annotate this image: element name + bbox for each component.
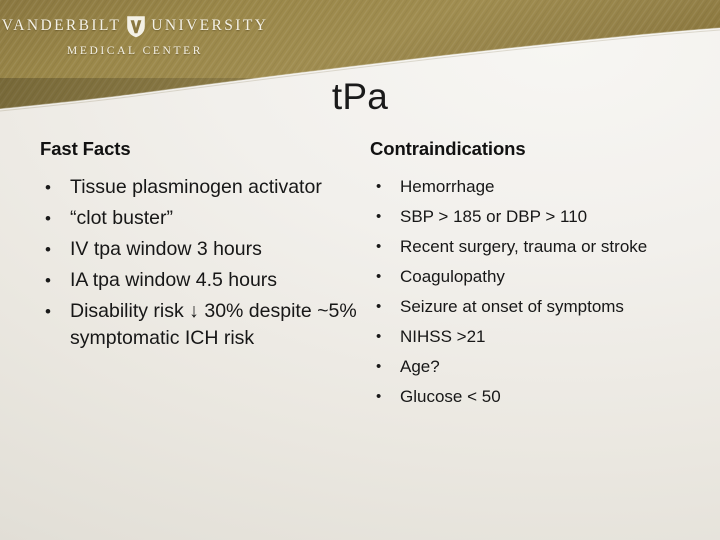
- bullet-icon: •: [376, 298, 382, 316]
- bullet-icon: •: [45, 178, 51, 198]
- list-item-text: Glucose < 50: [400, 387, 501, 407]
- list-item-text: Hemorrhage: [400, 177, 495, 197]
- list-item: [40, 174, 360, 201]
- bullet-icon: •: [376, 268, 382, 286]
- logo-word-university: UNIVERSITY: [151, 16, 269, 34]
- bullet-icon: •: [376, 328, 382, 346]
- list-item: [370, 384, 700, 409]
- list-item: [370, 204, 700, 229]
- column-fast-facts: [40, 138, 360, 356]
- list-item: [370, 294, 700, 319]
- bullet-icon: •: [45, 209, 51, 229]
- bullet-icon: •: [376, 238, 382, 256]
- list-item-text: Recent surgery, trauma or stroke: [400, 237, 648, 257]
- list-item-text: Tissue plasminogen activator: [70, 176, 322, 199]
- bullet-icon: •: [376, 388, 382, 406]
- bullet-icon: •: [376, 358, 382, 376]
- list-item-text: Coagulopathy: [400, 267, 505, 287]
- list-item-text: IV tpa window 3 hours: [70, 238, 262, 261]
- list-item: [370, 234, 700, 259]
- content-columns: [0, 138, 720, 538]
- list-item-text: “clot buster”: [70, 207, 173, 230]
- bullet-icon: •: [376, 178, 382, 196]
- bullet-icon: •: [45, 271, 51, 291]
- list-item-text: SBP > 185 or DBP > 110: [400, 207, 588, 227]
- column-heading-fast-facts: Fast Facts: [40, 138, 131, 159]
- list-item-text: Disability risk ↓ 30% despite ~5% symptomatic ICH risk: [70, 300, 357, 350]
- list-item: [40, 236, 360, 263]
- list-item: [370, 354, 700, 379]
- list-item: [40, 205, 360, 232]
- logo-line-medical-center: MEDICAL CENTER: [67, 45, 203, 57]
- logo-word-vanderbilt: VANDERBILT: [1, 16, 122, 34]
- list-item-text: Age?: [400, 357, 440, 377]
- list-item: [370, 174, 700, 199]
- list-item-text: IA tpa window 4.5 hours: [70, 269, 278, 292]
- column-heading-contraindications: Contraindications: [370, 138, 526, 159]
- list-item: [370, 264, 700, 289]
- bullet-icon: •: [45, 302, 51, 322]
- contraindications-list: [370, 174, 700, 409]
- list-item: [40, 267, 360, 294]
- list-item: [370, 324, 700, 349]
- bullet-icon: •: [376, 208, 382, 226]
- column-contraindications: [370, 138, 700, 414]
- list-item-text: Seizure at onset of symptoms: [400, 297, 624, 317]
- page-title: tPa: [331, 76, 389, 117]
- fast-facts-list: [40, 174, 360, 352]
- list-item-text: NIHSS >21: [400, 327, 486, 347]
- list-item: [40, 298, 360, 352]
- bullet-icon: •: [45, 240, 51, 260]
